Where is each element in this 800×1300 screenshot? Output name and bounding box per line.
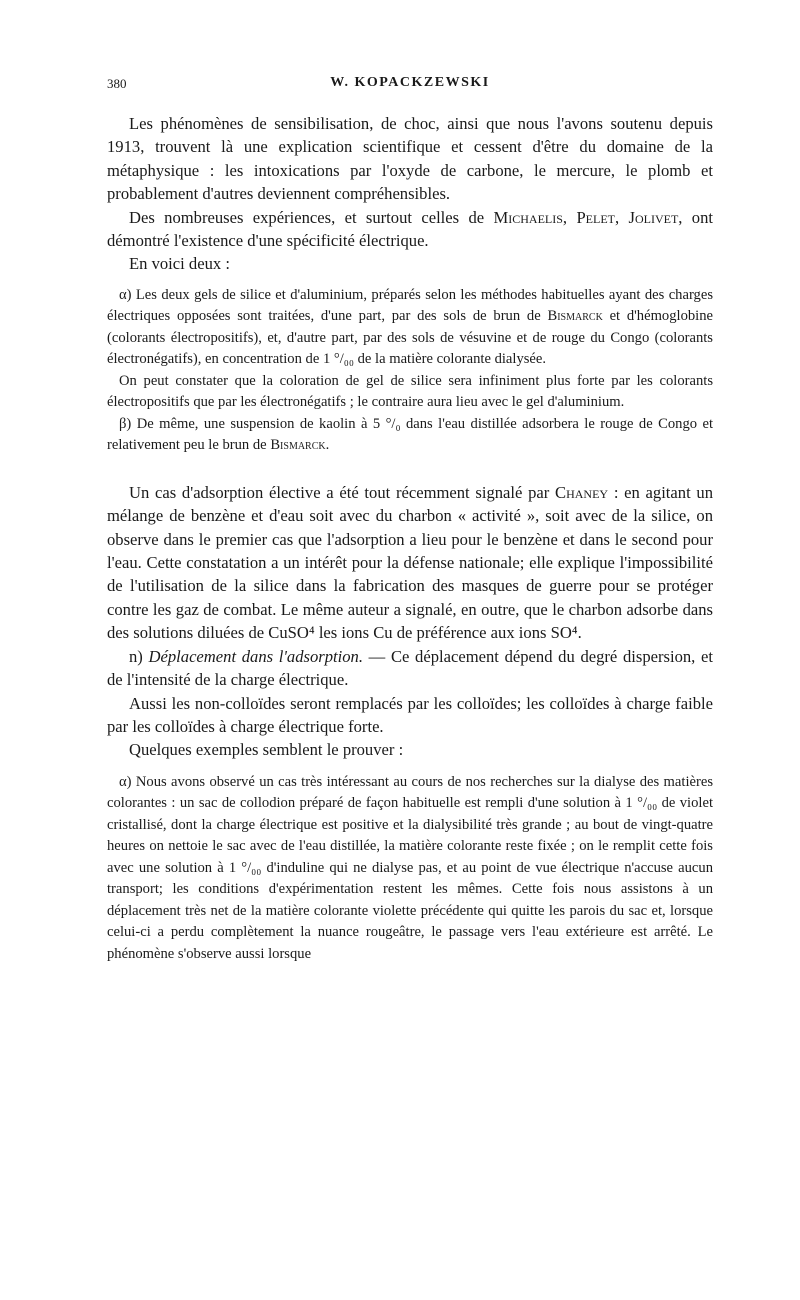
text-run: , ont démontré l'existence d'une spécificité électrique. — [107, 207, 713, 251]
text-run: β) De même, une suspension de kaolin à 5 °/₀ dans l'eau distillée adsorbera le rouge de Congo et relativement peu le brun de — [107, 415, 713, 454]
section-label: n) — [129, 646, 143, 666]
paragraph — [107, 645, 713, 692]
punctuation: , — [615, 207, 620, 227]
author-name: Chaney — [555, 482, 609, 502]
page-number: 380 — [107, 76, 127, 91]
text-block-1 — [107, 112, 713, 276]
paragraph: En voici deux : — [129, 254, 230, 274]
text-run: — Ce déplacement dépend du degré dispersion, et de l'intensité de la charge électrique. — [107, 646, 713, 690]
small-text-block-1 — [107, 285, 713, 457]
text-run: α) Les deux gels de silice et d'aluminium, préparés selon les méthodes habituelles ayant des charges électriques opposées sont traitées, d'une part, par des sols de brun de — [107, 286, 713, 325]
running-head: W. KOPACKZEWSKI — [330, 75, 490, 90]
author-name: Pelet — [576, 207, 615, 227]
paragraph — [107, 206, 713, 253]
text-run: et d'hémoglobine (colorants électropositifs), et, d'autre part, par des sols de vésuvine et de rouge du Congo (colorants électronégatifs), en concentration de 1 °/₀₀ de la matière colorante dialysée. — [107, 308, 714, 368]
paragraph: Les phénomènes de sensibilisation, de choc, ainsi que nous l'avons soutenu depuis 1913, trouvent là une explication scientifique et cessent d'être du domaine de la métaphysique : les intoxications par l'oxyde de carbone, le mercure, le plomb et probablement d'autres deviennent compréhensibles. — [107, 114, 713, 204]
author-name: Jolivet — [628, 207, 679, 227]
page-header — [107, 72, 713, 94]
section-title: Déplacement dans l'adsorption. — [148, 646, 363, 666]
small-text-block-2 — [107, 772, 713, 966]
paragraph — [107, 414, 713, 457]
author-name: Bismarck — [547, 308, 603, 325]
paragraph — [107, 481, 713, 645]
text-block-2 — [107, 481, 713, 762]
author-name: Michaelis — [493, 207, 563, 227]
paragraph: α) Nous avons observé un cas très intéressant au cours de nos recherches sur la dialyse des matières colorantes : un sac de collodion préparé de façon habituelle est rempli d'une solution à 1 °/₀₀ de violet cristallisé, dont la charge électrique est positive et la dialysibilité très grande ; au bout de vingt-quatre heures on nettoie le sac avec de l'eau distillée, la matière colorante reste fixée ; on le remplit cette fois avec une solution à 1 °/₀₀ d'induline qui ne dialyse pas, et au point de vue électrique n'accuse aucun transport; les conditions d'expérimentation restent les mêmes. Cette fois nous assistons à un déplacement très net de la matière colorante violette précédente qui quitte les parois du sac et, lorsque celui-ci a perdu complètement la nuance rougeâtre, le passage vers l'eau extérieure est arrêté. Le phénomène s'observe aussi lorsque — [107, 773, 713, 962]
text-run: Des nombreuses expériences, et surtout celles de — [129, 207, 485, 227]
text-run: : en agitant un mélange de benzène et d'eau soit avec du charbon « activité », soit avec de la silice, on observe dans le premier cas que l'adsorption a lieu pour le benzène et dans le second pour l'eau. Cette constatation a un intérêt pour la défense nationale; elle explique l'impossibilité de l'utilisation de la silice dans la fabrication des masques de guerre pour se protéger contre les gaz de combat. Le même auteur a signalé, en outre, que le charbon adsorbe dans des solutions diluées de CuSO⁴ les ions Cu de préférence aux ions SO⁴. — [107, 482, 714, 643]
author-name: Bismarck — [270, 437, 326, 454]
punctuation: , — [562, 207, 568, 227]
paragraph: Aussi les non-colloïdes seront remplacés par les colloïdes; les colloïdes à charge faible par les colloïdes à charge électrique forte. — [107, 693, 713, 736]
text-run: Un cas d'adsorption élective a été tout récemment signalé par — [129, 482, 550, 502]
paragraph: Quelques exemples semblent le prouver : — [129, 740, 404, 760]
page — [107, 72, 713, 965]
paragraph — [107, 285, 713, 371]
paragraph: On peut constater que la coloration de gel de silice sera infiniment plus forte par les colorants électropositifs que par les électronégatifs ; le contraire aura lieu avec le gel d'aluminium. — [107, 372, 713, 411]
punctuation: . — [325, 437, 330, 454]
